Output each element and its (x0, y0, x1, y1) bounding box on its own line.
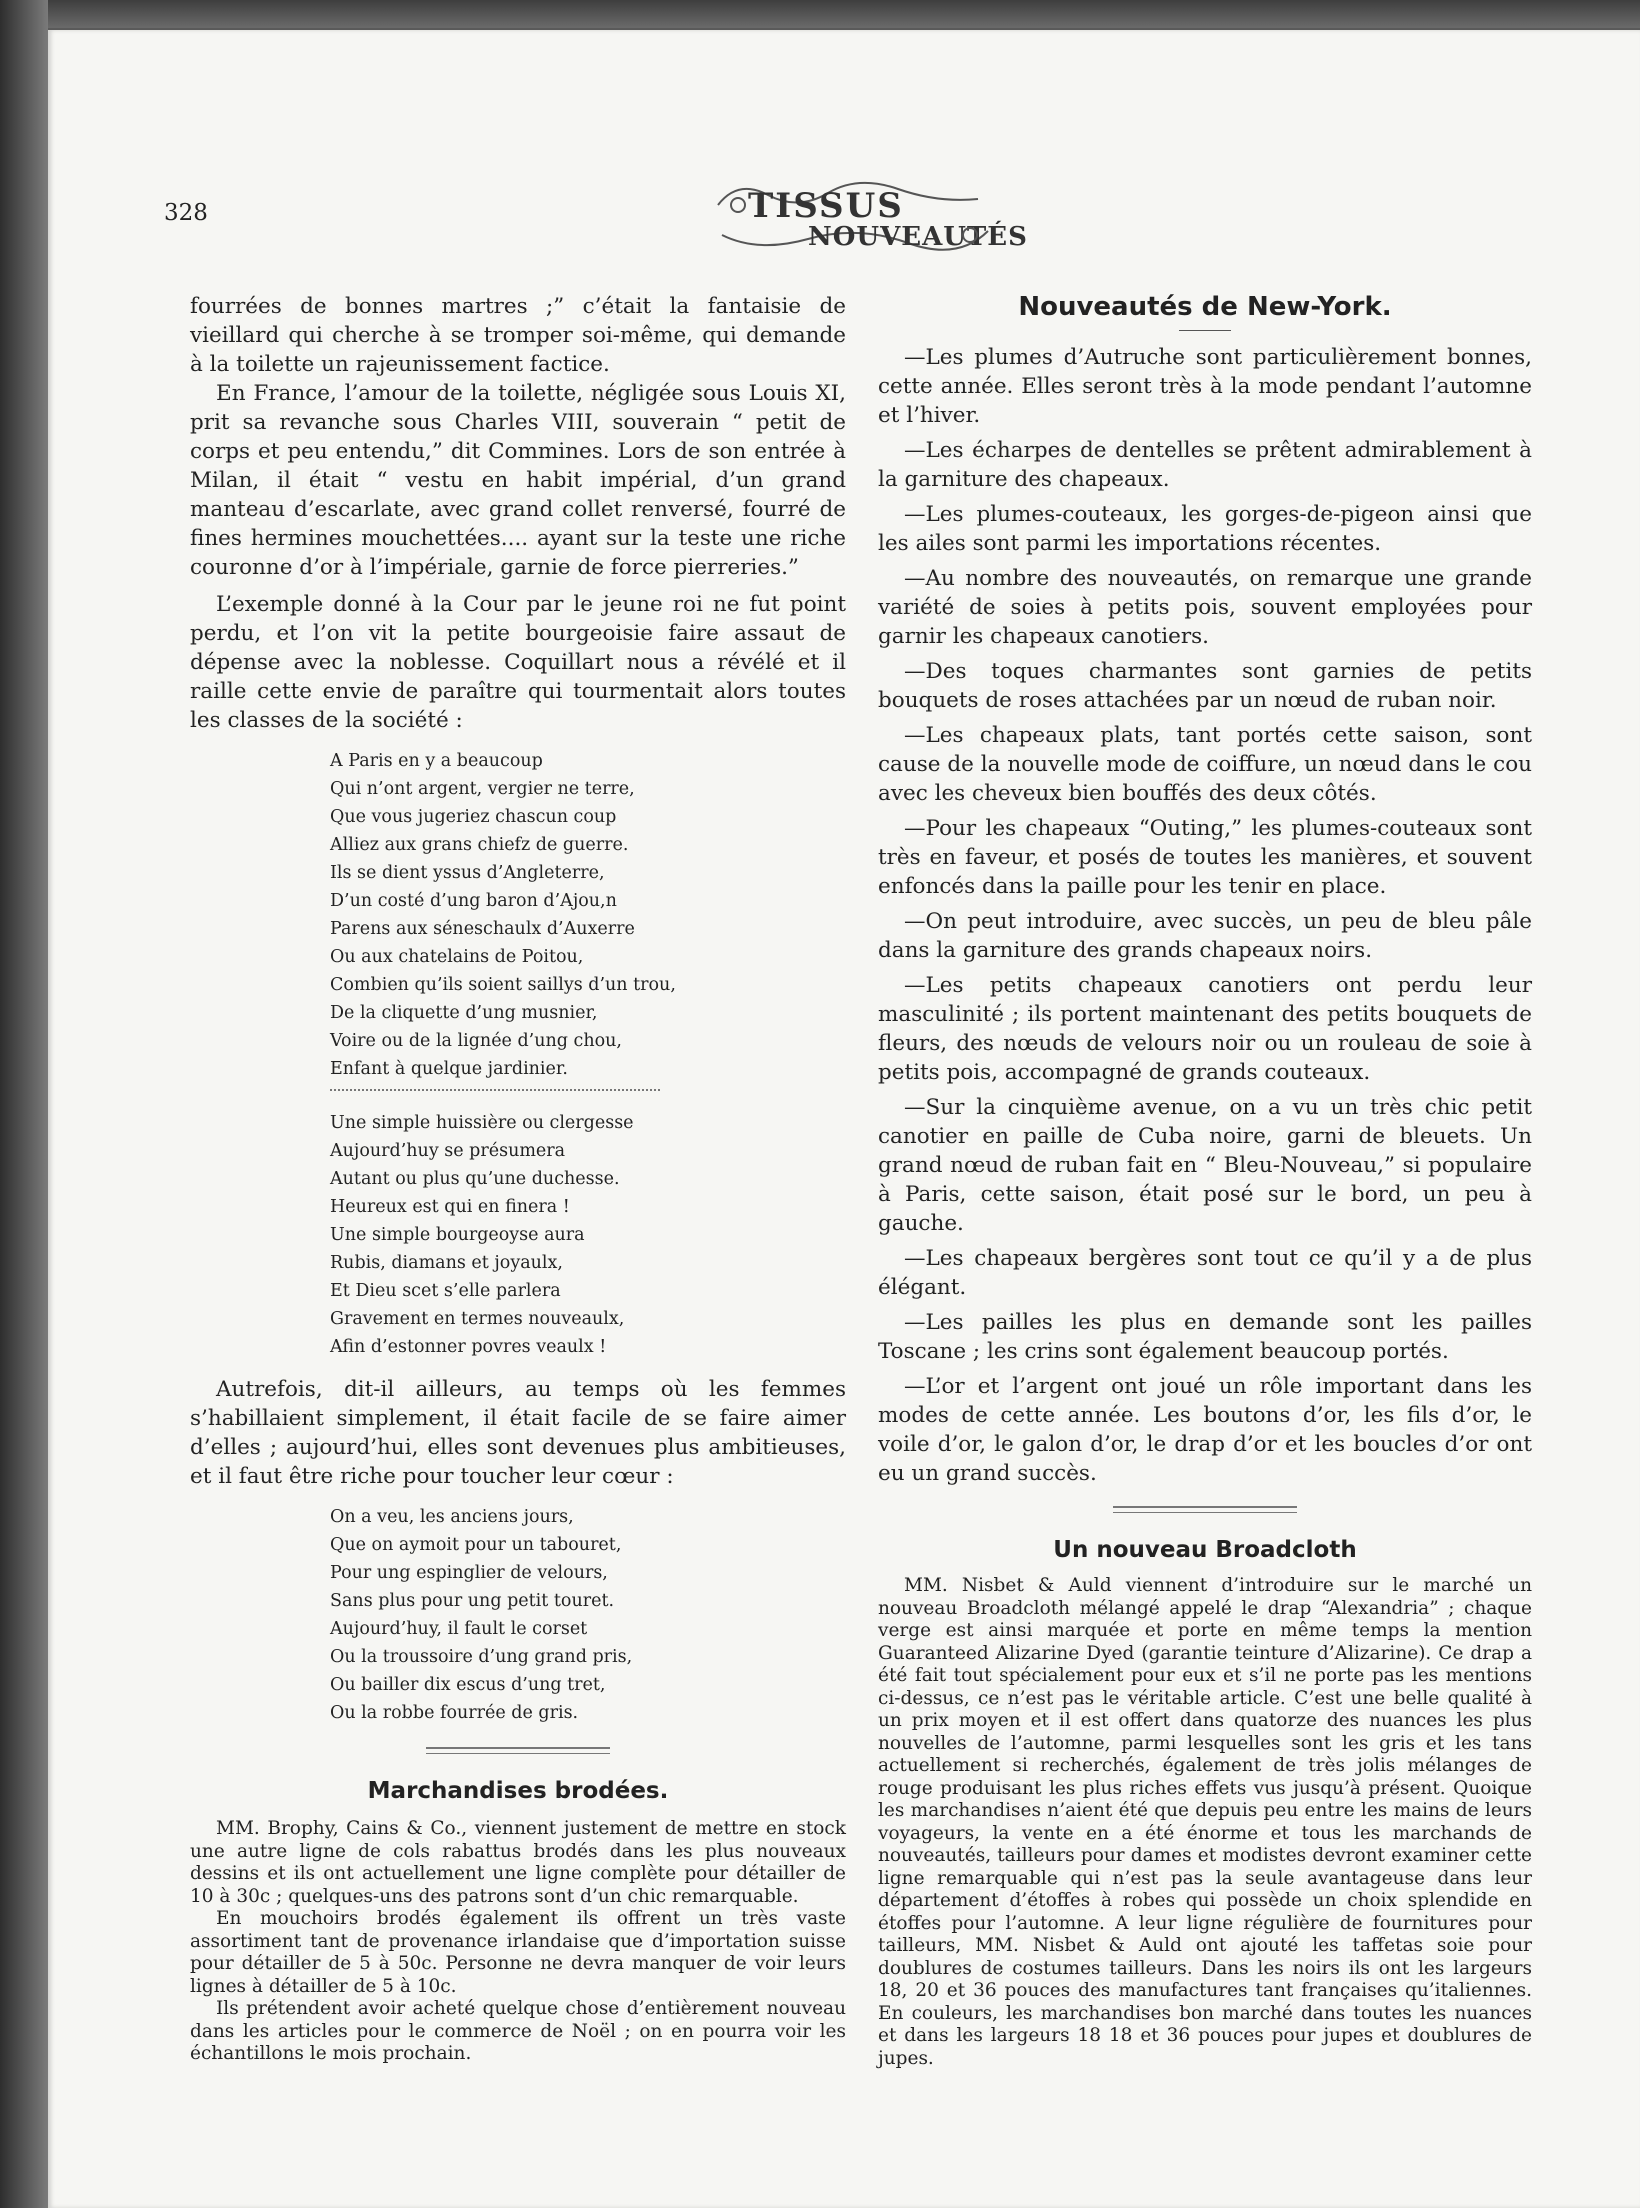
news-item: —Les pailles les plus en demande sont les pailles Toscane ; les crins sont également beaucoup portés. (878, 1310, 1532, 1364)
left-paragraph-4: Autrefois, dit-il ailleurs, au temps où les femmes s’habillaient simplement, il était facile de se faire aimer d’elles ; aujourd’hui, elles sont devenues plus ambitieuses, et il faut être riche pour toucher leur cœur : (190, 1377, 846, 1489)
section-paragraph: MM. Nisbet & Auld viennent d’introduire sur le marché un nouveau Broadcloth mélangé appelé le drap “Alexandria” ; chaque verge est ainsi marquée et porte en même temps la mention Guaranteed Alizarine Dyed (garantie teinture d’Alizarine). Ce drap a été fait tout spécialement pour eux et s’il ne porte pas les mentions ci-dessus, ce n’est pas le véritable article. C’est une belle qualité à un prix moyen et il est offert dans quatorze des nuances les plus nouvelles de l’automne, parmi lesquelles sont les gris et les tans actuellement si recherchés, également de très jolis mélanges de rouge produisant les plus riches effets vus jusqu’à présent. Quoique les marchandises n’aient été que depuis peu entre les mains de leurs voyageurs, la vente en a été énorme et tous les marchands de nouveautés, tailleurs pour dames et modistes devront examiner cette ligne remarquable qui n’est pas la seule avantageuse dans leur département d’étoffes à robes qui possède un choix splendide en étoffes pour l’automne. A leur ligne régulière de fournitures pour tailleurs, MM. Nisbet & Auld ont ajouté les taffetas soie pour doublures de costumes tailleurs. Dans les noirs ils ont les largeurs 18, 20 et 36 pouces des manufactures tant françaises qu’italiennes. En couleurs, les marchandises bon marché dans toutes les nuances et dans les largeurs 18 18 et 36 pouces pour jupes et doublures de jupes. (878, 1575, 1532, 2069)
news-item: —Les chapeaux bergères sont tout ce qu’il y a de plus élégant. (878, 1246, 1532, 1300)
news-item: —Les chapeaux plats, tant portés cette saison, sont cause de la nouvelle mode de coiffure, un nœud dans le cou avec les cheveux bien bouffés des deux côtés. (878, 723, 1532, 806)
verse-line: Ou la troussoire d’ung grand pris, (330, 1647, 633, 1667)
verse-line: Que on aymoit pour un tabouret, (330, 1535, 622, 1555)
verse-line: D’un costé d’ung baron d’Ajou,n (330, 891, 617, 911)
verse-line: Gravement en termes nouveaulx, (330, 1309, 625, 1329)
section-heading-marchandises: Marchandises brodées. (367, 1778, 669, 1804)
news-item: —L’or et l’argent ont joué un rôle important dans les modes de cette année. Les boutons d’or, les fils d’or, le voile d’or, le galon d’or, le drap d’or et les boucles d’or ont eu un grand succès. (878, 1374, 1532, 1486)
section-divider (426, 1747, 610, 1754)
verse-line: Voire ou de la lignée d’ung chou, (330, 1031, 622, 1051)
verse-line: Ou bailler dix escus d’ung tret, (330, 1675, 606, 1695)
verse-line: Ou la robbe fourrée de gris. (330, 1703, 579, 1723)
news-item: —Les petits chapeaux canotiers ont perdu leur masculinité ; ils portent maintenant des petits bouquets de fleurs, des nœuds de velours noir ou un rouleau de soie à petits pois, accompagné de grands couteaux. (878, 973, 1532, 1085)
news-item: —Des toques charmantes sont garnies de petits bouquets de roses attachées par un nœud de ruban noir. (878, 659, 1532, 713)
news-item: —Sur la cinquième avenue, on a vu un très chic petit canotier en paille de Cuba noire, garni de bleuets. Un grand nœud de ruban fait en “ Bleu-Nouveau,” si populaire à Paris, cette saison, était posé sur le bord, un peu à gauche. (878, 1095, 1532, 1236)
section-heading-broadcloth: Un nouveau Broadcloth (1053, 1537, 1357, 1563)
verse-line: Une simple huissière ou clergesse (330, 1113, 634, 1133)
heading-rule (1179, 330, 1231, 331)
left-paragraph-3: L’exemple donné à la Cour par le jeune roi ne fut point perdu, et l’on vit la petite bourgeoisie faire assaut de dépense avec la noblesse. Coquillart nous a révélé et il raille cette envie de paraître qui tourmentait alors toutes les classes de la société : (190, 592, 846, 733)
section-body-marchandises (190, 1818, 846, 2066)
verse-line: A Paris en y a beaucoup (330, 751, 543, 771)
verse-line: Parens aux séneschaulx d’Auxerre (330, 919, 635, 939)
news-item: —Les plumes d’Autruche sont particulièrement bonnes, cette année. Elles seront très à la mode pendant l’automne et l’hiver. (878, 345, 1532, 428)
verse-2 (330, 1109, 846, 1361)
news-item: —Au nombre des nouveautés, on remarque une grande variété de soies à petits pois, souvent employées pour garnir les chapeaux canotiers. (878, 566, 1532, 649)
verse-3 (330, 1503, 846, 1727)
section-paragraph: MM. Brophy, Cains & Co., viennent justement de mettre en stock une autre ligne de cols rabattus brodés dans les plus nouveaux dessins et ils ont actuellement une ligne complète pour détailler de 10 à 30c ; quelques-uns des patrons sont d’un chic remarquable. (190, 1818, 846, 1907)
verse-line: Que vous jugeriez chascun coup (330, 807, 617, 827)
page-number: 328 (164, 200, 208, 226)
section-paragraph: Ils prétendent avoir acheté quelque chose d’entièrement nouveau dans les articles pour le commerce de Noël ; on en pourra voir les échantillons le mois prochain. (190, 1998, 846, 2064)
left-column (190, 292, 846, 2066)
news-item: —Les plumes-couteaux, les gorges-de-pigeon ainsi que les ailes sont parmi les importations récentes. (878, 502, 1532, 556)
verse-line: Ou aux chatelains de Poitou, (330, 947, 584, 967)
scan-binding-edge (0, 0, 48, 2208)
verse-line: Aujourd’huy se présumera (330, 1141, 566, 1161)
verse-ellipsis-dots (330, 1089, 660, 1107)
verse-line: Heureux est qui en finera ! (330, 1197, 570, 1217)
section-divider (1113, 1506, 1297, 1513)
verse-line: Afin d’estonner povres veaulx ! (330, 1337, 607, 1357)
left-paragraph-1: fourrées de bonnes martres ;” c’était la fantaisie de vieillard qui cherche à se tromper soi-même, qui demande à la toilette un rajeunissement factice. (190, 294, 846, 377)
news-item: —Les écharpes de dentelles se prêtent admirablement à la garniture des chapeaux. (878, 438, 1532, 492)
verse-line: Enfant à quelque jardinier. (330, 1059, 568, 1079)
verse-1 (330, 747, 846, 1083)
verse-line: Aujourd’huy, il fault le corset (330, 1619, 588, 1639)
section-heading-nouveautes: Nouveautés de New-York. (1018, 292, 1392, 322)
verse-line: Alliez aux grans chiefz de guerre. (330, 835, 629, 855)
verse-line: Une simple bourgeoyse aura (330, 1225, 585, 1245)
page-sheet (48, 30, 1640, 2208)
verse-line: On a veu, les anciens jours, (330, 1507, 574, 1527)
verse-line: Et Dieu scet s’elle parlera (330, 1281, 561, 1301)
right-column (878, 292, 1532, 2070)
verse-line: Rubis, diamans et joyaulx, (330, 1253, 563, 1273)
verse-line: Pour ung espinglier de velours, (330, 1563, 608, 1583)
verse-line: De la cliquette d’ung musnier, (330, 1003, 598, 1023)
svg-text:TISSUS: TISSUS (748, 186, 904, 226)
news-item: —Pour les chapeaux “Outing,” les plumes-couteaux sont très en faveur, et posés de toutes les manières, et souvent enfoncés dans la paille pour les tenir en place. (878, 816, 1532, 899)
verse-line: Ils se dient yssus d’Angleterre, (330, 863, 605, 883)
masthead-logo (708, 165, 1028, 257)
scan-top-edge (0, 0, 1640, 28)
verse-line: Qui n’ont argent, vergier ne terre, (330, 779, 635, 799)
left-paragraph-2: En France, l’amour de la toilette, négligée sous Louis XI, prit sa revanche sous Charles VIII, souverain “ petit de corps et peu entendu,” dit Commines. Lors de son entrée à Milan, il était “ vestu en habit impérial, d’un grand manteau d’escarlate, avec grand collet renversé, fourré de fines hermines mouchettées.... ayant sur la teste une riche couronne d’or à l’impériale, garnie de force pierreries.” (190, 381, 846, 580)
verse-line: Combien qu’ils soient saillys d’un trou, (330, 975, 676, 995)
verse-line: Sans plus pour ung petit touret. (330, 1591, 615, 1611)
news-item: —On peut introduire, avec succès, un peu de bleu pâle dans la garniture des grands chapeaux noirs. (878, 909, 1532, 963)
section-paragraph: En mouchoirs brodés également ils offrent un très vaste assortiment tant de provenance irlandaise que d’importation suisse pour détailler de 5 à 50c. Personne ne devra manquer de voir leurs lignes à détailler de 5 à 10c. (190, 1908, 846, 1997)
verse-line: Autant ou plus qu’une duchesse. (330, 1169, 620, 1189)
svg-text:NOUVEAUTÉS: NOUVEAUTÉS (808, 222, 1028, 252)
